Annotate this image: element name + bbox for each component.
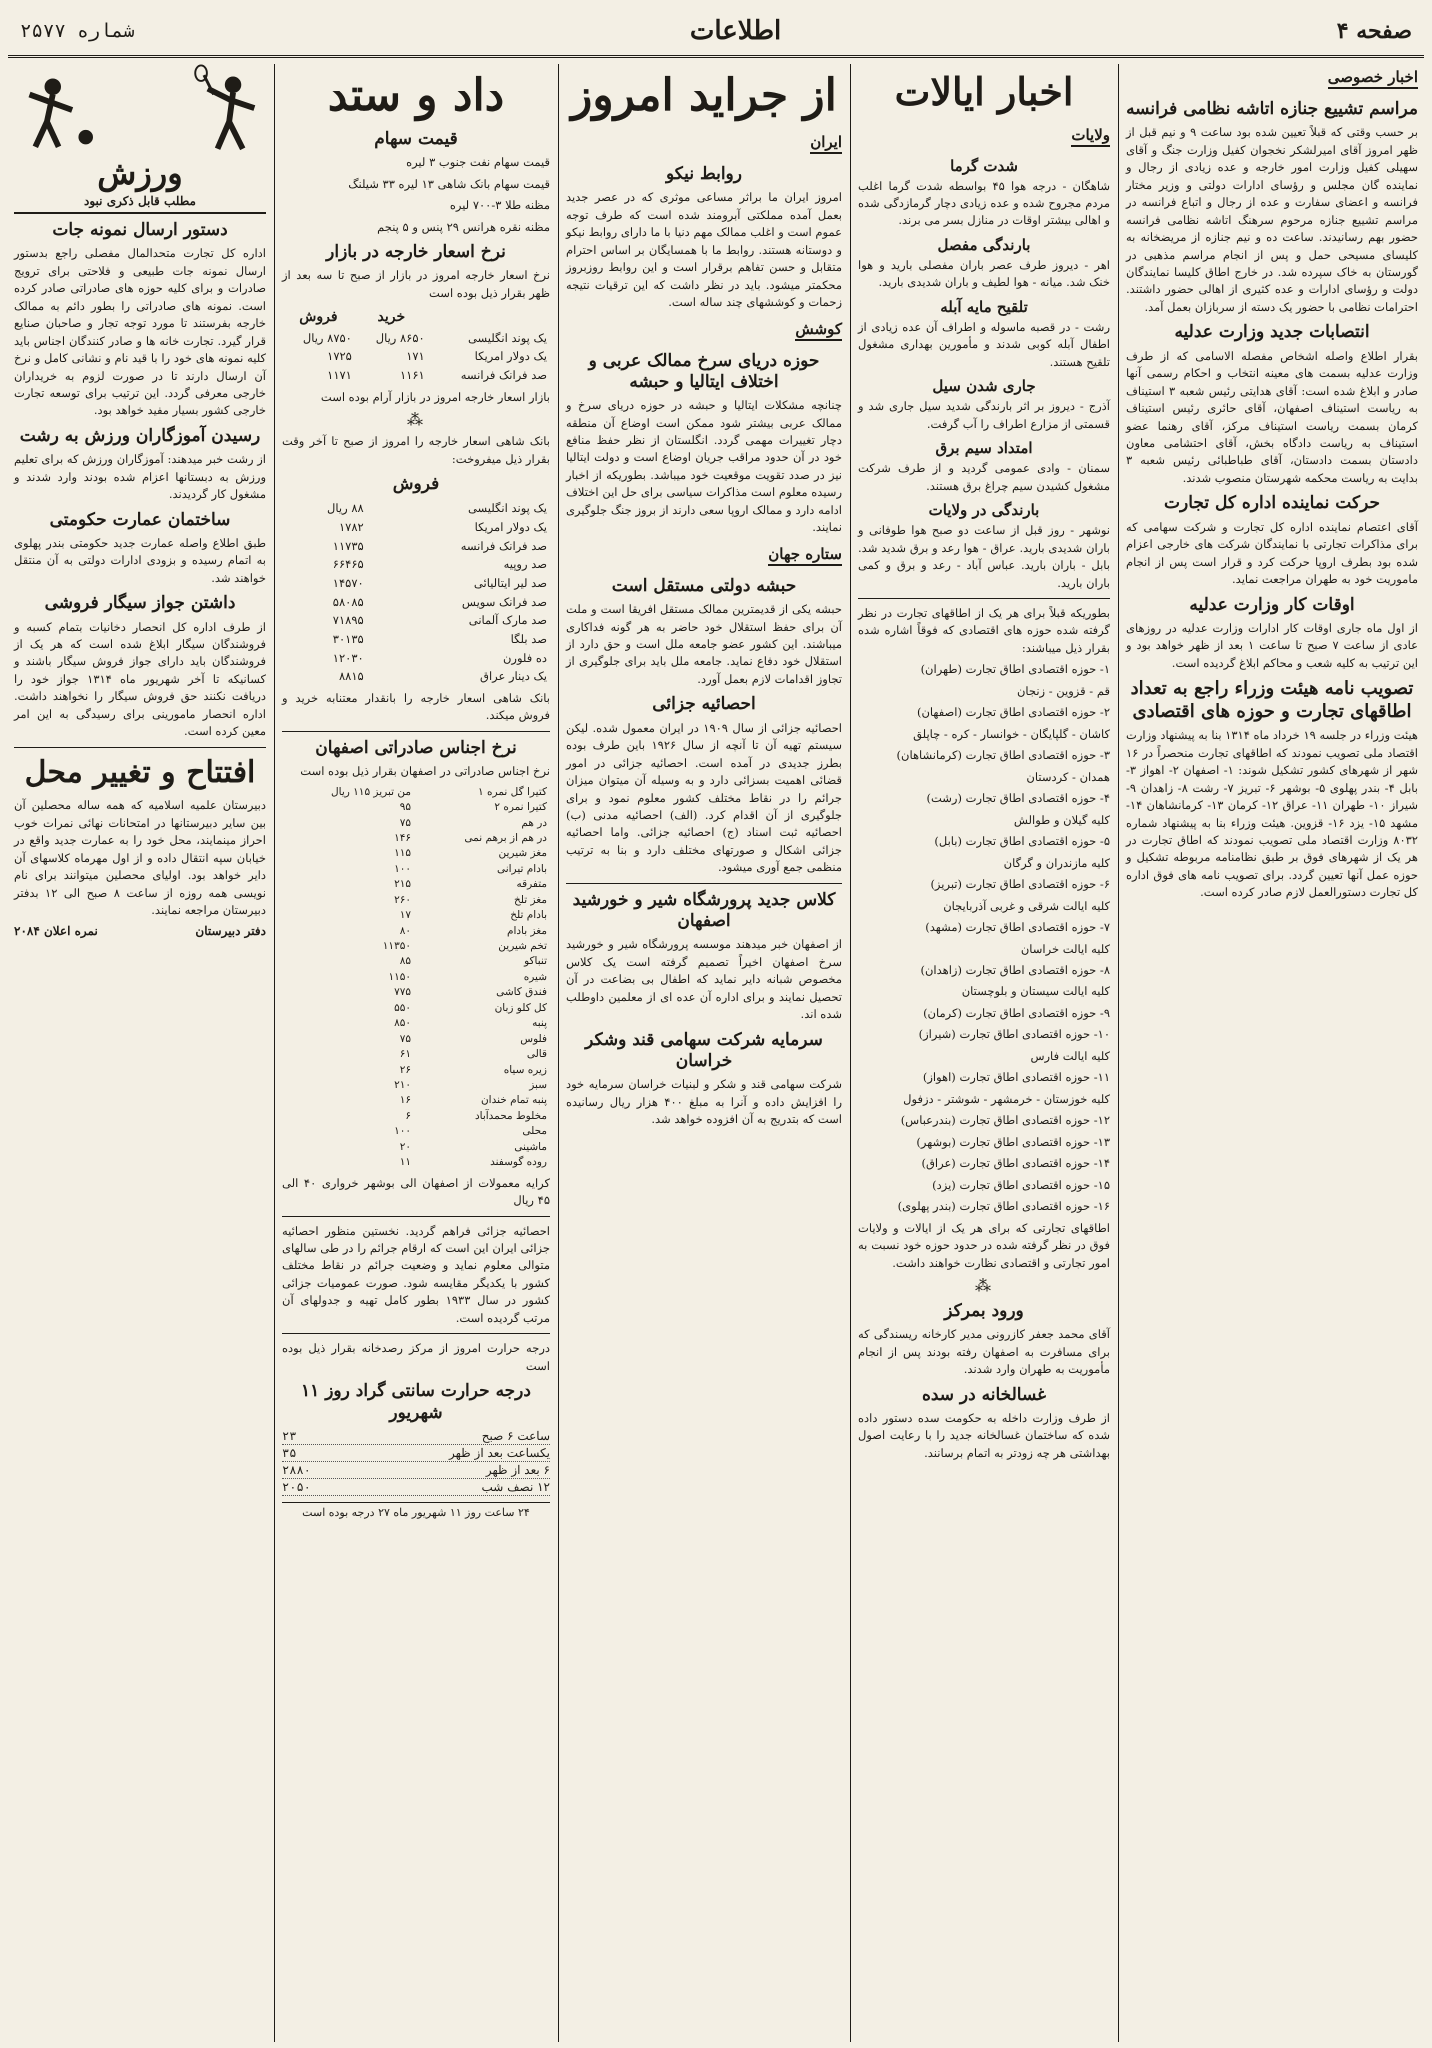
table-row	[282, 1032, 550, 1047]
table-cell: صد فرانک فرانسه	[460, 367, 547, 382]
paper-name: اطلاعات	[689, 15, 782, 46]
table-cell: ۸۵۰	[394, 1017, 411, 1030]
article-title: ورود بمرکز	[944, 1301, 1024, 1321]
list-item: ۴- حوزه اقتصادی اطاق تجارت (رشت)	[926, 791, 1110, 806]
stocks-title: قیمت سهام	[374, 129, 458, 149]
table-cell: ۱۴۶	[394, 831, 411, 844]
table-row	[282, 1155, 550, 1170]
temperature-value: ۳۵	[282, 1445, 297, 1460]
column-rule	[1118, 64, 1119, 2042]
ornament-divider: ⁂	[407, 410, 425, 430]
table-cell: پنبه	[532, 1017, 547, 1030]
ball-icon	[79, 130, 93, 144]
article-title: کلاس جدید پرورشگاه شیر و خورشید اصفهان	[572, 889, 836, 932]
news-item-body: سمنان - وادی عمومی گردید و از طرف شرکت مشغول کشیدن سیم چراغ برق هستند.	[858, 461, 1110, 493]
column-banner: اخبار ایالات	[894, 69, 1074, 114]
column-rule	[558, 64, 559, 2042]
sports-illustration	[14, 64, 266, 156]
table-row	[282, 970, 550, 985]
list-item: کلیه گیلان و طوالش	[1013, 812, 1110, 827]
table-row	[282, 954, 550, 969]
table-cell: ۸۸۱۵	[338, 669, 364, 684]
table-cell: ۶	[405, 1109, 411, 1122]
table-cell: ۱۱۷۳۵	[332, 538, 364, 553]
table-header	[282, 306, 550, 328]
isfahan-freight-note: کرایه معمولات از اصفهان الی بوشهر خرواری ۴۰ الی ۴۵ ریال	[282, 1175, 550, 1208]
table-cell: یک پوند انگلیسی	[467, 501, 547, 516]
table-row	[282, 667, 550, 686]
list-item: ۱۵- حوزه اقتصادی اطاق تجارت (یزد)	[932, 1177, 1110, 1192]
table-cell: ۲۰	[399, 1140, 411, 1153]
table-cell: ۵۸۰۸۵	[332, 594, 364, 609]
table-cell: مغز شیرین	[498, 847, 547, 860]
column-trade	[276, 64, 556, 2042]
divider	[282, 1333, 550, 1334]
table-cell: بادام تیرانی	[496, 862, 547, 875]
table-row	[282, 1462, 550, 1479]
list-item: ۱۲- حوزه اقتصادی اطاق تجارت (بندرعباس)	[900, 1113, 1110, 1128]
temperature-value: ۲۰۵۰	[282, 1479, 311, 1494]
table-row	[282, 877, 550, 892]
article-body: از طرف وزارت داخله به حکومت سده دستور داده شده که ساختمان غسالخانه جدید را با رعایت اصول بهداشتی هر چه زودتر به اتمام برسانند.	[858, 1410, 1110, 1460]
table-cell: مغز بادام	[506, 924, 547, 937]
table-row	[282, 366, 550, 385]
table-cell: ۱۷	[399, 909, 411, 922]
table-row	[282, 924, 550, 939]
article-body: آقای محمد جعفر کازرونی مدیر کارخانه ریسندگی که برای مسافرت به اصفهان رفته بودند پس از انجام مأموریت به طهران وارد شدند.	[858, 1327, 1110, 1377]
fx-footnote: بازار اسعار خارجه امروز در بازار آرام بوده است	[320, 389, 550, 404]
ad-body: دبیرستان علمیه اسلامیه که همه ساله محصلین آن بین سایر دبیرستانها در امتحانات نهائی نمرات خوب احراز مینمایند، محل خود را به عمارت جدید واقع در خیابان سپه انتقال داده و از اول مهرماه کلاسهای آن دایر خواهد بود. اولیای محصلین میتوانند برای نام نویسی همه روزه از ساعت ۸ صبح الی ۱۲ بدفتر دبیرستان مراجعه نمایند.	[14, 798, 266, 918]
article-title: احصائیه جزائی	[652, 694, 756, 715]
table-cell: ۸۷۵۰ ریال	[302, 330, 352, 345]
table-cell: تنباکو	[524, 955, 547, 968]
fx-note: نرخ اسعار خارجه امروز در بازار از صبح تا سه بعد از ظهر بقرار ذیل بوده است	[282, 268, 550, 300]
temperature-table	[282, 1428, 550, 1496]
table-cell: در هم از برهم نمی	[464, 831, 547, 844]
table-cell: ۱۷۸۲	[338, 519, 364, 534]
list-item: کلیه ایالت شرقی و غربی آذربایجان	[943, 898, 1110, 913]
table-row	[282, 518, 550, 537]
masthead-bar	[8, 6, 1424, 58]
temperature-title: درجه حرارت سانتی گراد روز ۱۱ شهریور	[301, 1381, 531, 1423]
temperature-value: ۲۳	[282, 1428, 297, 1443]
stock-line: مظنه نقره هرانس ۲۹ پنس و ۵ پنجم	[377, 219, 550, 234]
list-item: ۶- حوزه اقتصادی اطاق تجارت (تبریز)	[930, 877, 1110, 892]
fx-sell-header: فروش	[392, 474, 440, 495]
article-body: طبق اطلاع واصله عمارت جدید حکومتی بندر پهلوی به اتمام رسیده و بزودی ادارات دولتی به آن منتقل خواهند شد.	[14, 535, 266, 585]
table-cell: ۱۶	[399, 1094, 411, 1107]
statistics-text: احصائیه جزائی فراهم گردید. نخستین منظور احصائیه جزائی ایران این است که ارقام جرائم را در طی سالهای متوالی معلوم نماید و وضعیت جرائم در نقاط مختلف کشور با یکدیگر مقایسه شود. صورت عمومیات جزائی کشور در سال ۱۹۳۳ بطور کامل تهیه و جدولهای آن مرتب گردیده است.	[282, 1223, 550, 1325]
fx-footnote: بانک شاهی اسعار خارجه را بانقدار معتنابه خرید و فروش میکند.	[282, 691, 550, 723]
news-item-title: بارندگی مفصل	[937, 235, 1031, 254]
table-cell: مغز تلخ	[514, 893, 547, 906]
article-title: اوقات کار وزارت عدلیه	[1189, 594, 1355, 615]
table-cell: ۱۰۰	[394, 1125, 411, 1138]
table-cell: ۲۶	[399, 1063, 411, 1076]
article-body: شرکت سهامی قند و شکر و لبنیات خراسان سرمایه خود را افزایش داده و آنرا به مبلغ ۴۰۰ هزار ریال رسانیده است که بتدریج به آن افزوده خواهد شد.	[566, 1077, 842, 1127]
article-title: انتصابات جدید وزارت عدلیه	[1174, 322, 1370, 343]
sports-title: ورزش	[97, 154, 183, 192]
table-cell: یک پوند انگلیسی	[467, 330, 547, 345]
table-cell: ۶۶۴۶۵	[332, 557, 364, 572]
table-row	[282, 862, 550, 877]
news-item-title: بارندگی در ولایات	[928, 501, 1040, 520]
temperature-time: ۶ بعد از ظهر	[485, 1462, 550, 1477]
table-row	[282, 1479, 550, 1496]
article-body: از اول ماه جاری اوقات کار ادارات وزارت عدلیه در روزهای عادی از ساعت ۷ صبح تا ساعت ۱ بعد از ظهر خواهد بود و این ترتیب به کلیه شعب و محاکم ابلاغ گردیده است.	[1126, 620, 1418, 670]
list-item: کلیه ایالت فارس	[1030, 1048, 1110, 1063]
table-row	[282, 1001, 550, 1016]
table-row	[282, 985, 550, 1000]
table-cell: ۸۰	[399, 924, 411, 937]
temperature-time: ۱۲ نصف شب	[481, 1479, 550, 1494]
table-cell: محلی	[522, 1125, 547, 1138]
article-body: چنانچه مشکلات ایتالیا و حبشه در حوزه دریای سرخ و ممالک عربی بیشتر شود ممکن است اوضاع آن منطقه دچار تغییرات مهمی گردد. انگلستان از نظر حفظ منافع خود در آن حدود مراقب جریان اوضاع است و دولت ایتالیا نیز در صدد تقویت موقعیت خود میباشد. بطوریکه از اخبار رسیده معلوم است مذاکرات سیاسی برای حل این اختلاف ادامه دارد و ممالک اروپا سعی دارند از بروز جنگ جلوگیری نمایند.	[566, 398, 842, 535]
table-row	[282, 1428, 550, 1445]
table-cell: ۷۵	[399, 1032, 411, 1045]
table-row	[282, 649, 550, 668]
chambers-outro: اطاقهای تجارتی که برای هر یک از ایالات و ولایات فوق در نظر گرفته شده در حدود حوزه خود نسبت به امور تجارتی و اقتصادی نظارت خواهند داشت.	[858, 1220, 1110, 1270]
table-cell: ۷۷۵	[394, 986, 411, 999]
table-cell: ۲۱۵	[394, 878, 411, 891]
temperature-time: یکساعت بعد از ظهر	[449, 1445, 550, 1460]
news-item-title: شدت گرما	[950, 156, 1018, 175]
table-row	[282, 1093, 550, 1108]
table-cell: زیره سیاه	[503, 1063, 547, 1076]
table-row	[282, 630, 550, 649]
table-row	[282, 574, 550, 593]
table-cell: ۱۱۵۰	[388, 970, 411, 983]
list-item: ۱- حوزه اقتصادی اطاق تجارت (طهران)	[920, 662, 1110, 677]
fx-note: بانک شاهی اسعار خارجه را امروز از صبح تا آخر وقت بقرار ذیل میفروخت:	[282, 434, 550, 466]
table-cell: ۶۱	[399, 1048, 411, 1061]
table-cell: سبز	[529, 1078, 547, 1091]
list-item: کلیه خوزستان - خرمشهر - شوشتر - دزفول	[903, 1091, 1110, 1106]
table-cell: ۱۷۲۵	[327, 349, 352, 364]
player-head	[225, 77, 241, 93]
table-cell: صد فرانک فرانسه	[460, 538, 547, 553]
list-item: ۱۰- حوزه اقتصادی اطاق تجارت (شیراز)	[918, 1027, 1110, 1042]
news-item-body: نوشهر - روز قبل از ساعت دو صبح هوا طوفانی و باران شدیدی بارید. عراق - هوا رعد و برق شدید شد. بابل - باران بارید. عباس آباد - رعد و برق و کمی باران بارید.	[858, 523, 1110, 590]
table-cell: ۲۶۰	[394, 893, 411, 906]
article-body: از رشت خبر میدهند: آموزگاران ورزش که برای تعلیم ورزش به دبستانها اعزام شده بودند وارد شدند و مشغول کار گردیدند.	[14, 452, 266, 502]
temperature-time: ساعت ۶ صبح	[481, 1428, 550, 1443]
temperature-intro: درجه حرارت امروز از مرکز رصدخانه بقرار ذیل بوده است	[282, 1341, 550, 1373]
list-item: قم - قزوین - زنجان	[1016, 683, 1110, 698]
article-body: از اصفهان خبر میدهند موسسه پرورشگاه شیر و خورشید سرخ اصفهان اخیراً تصمیم گرفته است یک کلاس مخصوص شبانه دایر نماید که اطفال بی بضاعت در آن تحصیل نمایند و برای اداره آن عده ای از معلمین داوطلب شده اند.	[566, 937, 842, 1022]
table-cell: فندق کاشی	[496, 986, 547, 999]
table-cell: ۱۱	[399, 1156, 411, 1169]
sports-note: مطلب قابل ذکری نبود	[14, 194, 266, 214]
list-item: ۷- حوزه اقتصادی اطاق تجارت (مشهد)	[925, 920, 1110, 935]
column-rule	[850, 64, 851, 2042]
table-cell: متفرقه	[516, 878, 547, 891]
table-cell: یک دینار عراق	[480, 669, 547, 684]
table-cell: من تبریز ۱۱۵ ریال	[331, 785, 411, 798]
stock-line: قیمت سهام بانک شاهی ۱۳ لیره ۳۳ شیلنگ	[348, 176, 550, 191]
player-figure	[208, 89, 255, 149]
table-row	[282, 908, 550, 923]
article-title: روابط نیکو	[666, 164, 742, 184]
article-body: امروز ایران ما براثر مساعی موثری که در عصر جدید بعمل آمده مملکتی آبرومند شده است که طرف توجه عموم است و اغلب ممالک مهم دنیا با ما دارای روابط نیکو و دوستانه هستند. روابط ما با همسایگان بر اساس احترام متقابل و حسن تفاهم برقرار است و این روابط روزبروز محکمتر میشود. باید در نظر داشت که این ترقیات نتیجه زحمات و کوششهای چند ساله است.	[566, 190, 842, 310]
table-cell: روده گوسفند	[490, 1156, 547, 1169]
article-title: غسالخانه در سده	[921, 1384, 1047, 1405]
section-label: ستاره جهان	[768, 545, 842, 566]
column-banner: از جراید امروز	[571, 70, 837, 121]
table-cell: ۷۵	[399, 816, 411, 829]
ad-number: نمره اعلان ۲۰۸۴	[14, 923, 98, 938]
column-provinces	[852, 64, 1116, 2042]
column-sports	[8, 64, 272, 2042]
ad-title: افتتاح و تغییر محل	[24, 754, 256, 790]
article-title: تصویب نامه هیئت وزراء راجع به تعداد اطاقهای تجارت و حوزه های اقتصادی	[1130, 678, 1414, 722]
table-cell: ۱۱۵	[394, 847, 411, 860]
newspaper-page	[8, 6, 1424, 2042]
table-cell: یک دولار امریکا	[474, 519, 547, 534]
divider	[282, 731, 550, 732]
table-cell: ۱۴۵۷۰	[332, 575, 364, 590]
section-label: ولایات	[1071, 126, 1110, 147]
article-body: هیئت وزراء در جلسه ۱۹ خرداد ماه ۱۳۱۴ بنا به پیشنهاد وزارت اقتصاد ملی تصویب نمودند که اطاقهای تجارت منحصراً در ۱۶ شهر از شهرهای کشور تشکیل شوند: ۱- اصفهان ۲- اهواز ۳- بابل ۴- بندر پهلوی ۵- بوشهر ۶- تبریز ۷- رشت ۸- زاهدان ۹- شیراز ۱۰- طهران ۱۱- عراق ۱۲- کرمان ۱۳- کرمانشاهان ۱۴- مشهد ۱۵- یزد ۱۶- قزوین. هیئت وزراء بنا به پیشنهاد شماره ۸۰۳۲ وزارت اقتصاد ملی تصویب نمودند که اطاق تجارت در هر یک از شهرهای فوق بر طبق نظامنامه مربوطه تشکیل و حوزه عمل آنها تعیین گردد. برای تصویب نامه های فوق اداره کل تجارت دستورالعمل لازم صادر کرده است.	[1126, 728, 1418, 900]
list-item: کاشان - گلپایگان - خوانسار - کره - چاپلق	[913, 726, 1110, 741]
article-title: سرمایه شرکت سهامی قند وشکر خراسان	[585, 1029, 823, 1071]
table-row	[282, 1078, 550, 1093]
list-item: ۸- حوزه اقتصادی اطاق تجارت (زاهدان)	[920, 962, 1110, 977]
temperature-footnote: ۲۴ ساعت روز ۱۱ شهریور ماه ۲۷ درجه بوده است	[282, 1502, 550, 1519]
table-header-cell	[428, 306, 550, 328]
table-cell: پنبه تمام خندان	[480, 1094, 547, 1107]
ad-signature: دفتر دبیرستان	[195, 923, 266, 938]
news-item-body: آذرج - دیروز بر اثر بارندگی شدید سیل جاری شد و قسمتی از مزارع اطراف را آب گرفت.	[858, 399, 1110, 431]
table-cell: صد روپیه	[503, 557, 547, 572]
table-row	[282, 611, 550, 630]
news-item-body: اهر - دیروز طرف عصر باران مفصلی بارید و هوا خنک شد. میانه - هوا لطیف و باران شدیدی بارید.	[858, 257, 1110, 290]
article-title: مراسم تشییع جنازه اتاشه نظامی فرانسه	[1126, 99, 1418, 119]
isfahan-prices-title: نرخ اجناس صادراتی اصفهان	[315, 737, 517, 758]
player-figure	[30, 94, 73, 146]
table-row	[282, 1140, 550, 1155]
table-cell: قالی	[526, 1048, 547, 1061]
table-cell: کل کلو زبان	[494, 1001, 547, 1014]
article-body: آقای اعتصام نماینده اداره کل تجارت و شرکت سهامی که برای مذاکرات تجارتی با نمایندگان شرکت های خارجی اعزام شده بود بطرف اروپا حرکت کرد و قرار است پس از انجام ماموریت خود به طهران مراجعت نماید.	[1126, 519, 1418, 587]
table-row	[282, 537, 550, 556]
table-cell: ۳۰۱۳۵	[332, 631, 364, 646]
table-cell: ۱۷۱	[406, 349, 425, 364]
stock-line: قیمت سهام نفت جنوب ۳ لیره	[406, 155, 550, 170]
page-number: صفحه ۴	[1336, 17, 1412, 44]
table-row	[282, 499, 550, 518]
table-header-cell: فروش	[299, 309, 338, 326]
column-press-review	[560, 64, 848, 2042]
table-row	[282, 1016, 550, 1031]
table-cell: ۵۵۰	[394, 1001, 411, 1014]
table-row	[282, 329, 550, 348]
columns	[8, 64, 1424, 2042]
article-body: حبشه یکی از قدیمترین ممالک مستقل افریقا است و ملت آن برای حفظ استقلال خود حاضر به هر گونه فداکاری میباشند. این کشور عضو جامعه ملل است و حق دارد از استقلال خود دفاع نماید. جامعه ملل باید برای جلوگیری از تجاوز اقدامات لازم بعمل آورد.	[566, 602, 842, 686]
fx-title: نرخ اسعار خارجه در بازار	[326, 242, 506, 263]
table-cell: صد فرانک سویس	[461, 594, 547, 609]
table-row	[282, 1047, 550, 1062]
table-cell: کتیرا گل نمره ۱	[478, 785, 547, 798]
issue-number: شماره ۲۵۷۷	[20, 19, 135, 42]
temperature-value: ۲۸۸۰	[282, 1462, 311, 1477]
table-row	[282, 893, 550, 908]
news-item-body: شاهگان - درجه هوا ۴۵ بواسطه شدت گرما اغلب مردم مجروح شده و عده زیادی دچار گرمازدگی شده و اهالی بیشتر اوقات در منازل بسر می برند.	[858, 178, 1110, 228]
isfahan-prices-note: نرخ اجناس صادراتی در اصفهان بقرار ذیل بوده است	[300, 764, 550, 779]
article-title: حوزه دریای سرخ ممالک عربی و اختلاف ایتالیا و حبشه	[588, 350, 820, 392]
divider	[858, 598, 1110, 599]
table-cell: صد بلگا	[510, 631, 547, 646]
article-body: اداره کل تجارت متحدالمال مفصلی راجع بدستور ارسال نمونه جات طبیعی و فلاحتی برای ترویج صادرات و برای کلیه حوزه های صادراتی صادر کرده است. نمونه های صادراتی را بطور دائم به ممالک خارجه بفرستند تا مورد توجه تجار و صاحبان صنایع قرار گیرد. تجارت خانه ها و صادر کنندگان اجناس باید کلیه نمونه های خود را با قید نام و نشانی کامل و نرخ آن ارسال دارند تا در صورت لزوم به خریداران خارجی معرفی گردد. این ترتیب برای توسعه تجارت خارجی کشور بسیار مفید خواهد بود.	[14, 246, 266, 418]
chambers-list	[858, 661, 1110, 1215]
isfahan-prices-table	[282, 785, 550, 1171]
fx-table-bank	[282, 499, 550, 686]
article-title: ساختمان عمارت حکومتی	[49, 509, 231, 530]
table-row	[282, 816, 550, 831]
fx-table-market	[282, 306, 550, 384]
article-body: بر حسب وقتی که قبلاً تعیین شده بود ساعت ۹ و نیم قبل از ظهر امروز آقای امیرلشکر نخجوان کفیل وزارت جنگ و آقای سهیلی کفیل وزارت امور خارجه و عده زیادی از رجال و نماینده گان مجلس و رؤسای ادارات دولتی و وزیر مختار فرانسه و اعضای سفارت و عده از رجال و اتباع فرانسه در مراسم تشییع جنازه مرحوم سرهنگ اتاشه نظامی فرانسه حضور بهم رسانیدند. ساعت ده و نیم جنازه از مریضخانه به کلیسای مسیحی حمل و پس از انجام مراسم مذهبی در گورستان به خاک سپرده شد. در خارج اطاق کلیسا نمایندگان دولت و رؤسای ادارات و عده کثیری از اهالی حضور داشتند. احترامات نظامی با حضور یک دسته از سربازان بعمل آمد.	[1126, 125, 1418, 314]
table-row	[282, 1124, 550, 1139]
table-row	[282, 939, 550, 954]
table-cell: ۱۰۰	[394, 862, 411, 875]
article-body: بقرار اطلاع واصله اشخاص مفصله الاسامی که از طرف وزارت عدلیه بسمت های معینه انتخاب و احکام رسمی آنها صادر و ابلاغ شده است: آقای هدایتی رئیس شعبه ۳ استیناف به ریاست استیناف اصفهان، آقای حائری رئیس استیناف کرمان بسمت ریاست استیناف مرکز، آقای رهنما عضو استیناف به ریاست دادگاه بخش، آقای احتشامی معاون دادستان بسمت دادستان، آقای طباطبائی رئیس شعبه ۳ بدایت به ریاست محکمه شهرستان منصوب شدند.	[1126, 348, 1418, 485]
table-cell: ماشینی	[514, 1140, 547, 1153]
article-title: داشتن جواز سیگار فروشی	[44, 593, 236, 614]
table-cell: ۱۱۳۵۰	[382, 940, 411, 953]
divider	[282, 1216, 550, 1217]
news-item-body: رشت - در قصبه ماسوله و اطراف آن عده زیادی از اطفال آبله کوبی شدند و مأمورین بهداری مشغول تلقیح هستند.	[858, 319, 1110, 369]
table-row	[282, 555, 550, 574]
column-private-news	[1120, 64, 1424, 2042]
list-item: ۹- حوزه اقتصادی اطاق تجارت (کرمان)	[923, 1005, 1110, 1020]
list-item: ۵- حوزه اقتصادی اطاق تجارت (بابل)	[934, 834, 1110, 849]
list-item: ۲- حوزه اقتصادی اطاق تجارت (اصفهان)	[916, 705, 1110, 720]
table-row	[282, 785, 550, 800]
table-cell: یک دولار امریکا	[474, 349, 547, 364]
table-cell: ۹۵	[399, 801, 411, 814]
news-item-title: تلقیح مایه آبله	[940, 297, 1028, 316]
list-item: ۳- حوزه اقتصادی اطاق تجارت (کرمانشاهان)	[896, 748, 1110, 763]
table-cell: در هم	[521, 816, 547, 829]
table-row	[282, 593, 550, 612]
table-row	[282, 800, 550, 815]
table-cell: ۱۱۷۱	[327, 367, 352, 382]
list-item: کلیه ایالت خراسان	[1020, 941, 1110, 956]
table-row	[282, 1063, 550, 1078]
table-row	[282, 831, 550, 846]
list-item: ۱۶- حوزه اقتصادی اطاق تجارت (بندر پهلوی)	[897, 1199, 1110, 1214]
article-title: حرکت نماینده اداره کل تجارت	[1164, 493, 1380, 514]
table-cell: مخلوط محمدآباد	[474, 1109, 547, 1122]
table-cell: ۸۵	[399, 955, 411, 968]
table-row	[282, 347, 550, 366]
player-head	[45, 79, 61, 95]
news-item-title: امتداد سیم برق	[935, 439, 1033, 458]
list-item: ۱۴- حوزه اقتصادی اطاق تجارت (عراق)	[921, 1156, 1110, 1171]
table-cell: ۸۸ ریال	[327, 501, 364, 516]
article-title: دستور ارسال نمونه جات	[52, 220, 228, 240]
ad-footer	[14, 924, 266, 938]
table-header-cell: خرید	[377, 309, 406, 326]
table-cell: ۷۱۸۹۵	[332, 613, 364, 628]
article-title: حبشه دولتی مستقل است	[611, 575, 797, 596]
stock-line: مظنه طلا ۳-۷۰۰ لیره	[449, 198, 550, 213]
section-label: کوشش	[795, 320, 842, 341]
racket-head-icon	[195, 65, 207, 81]
table-cell: ده فلورن	[502, 650, 547, 665]
column-rule	[274, 64, 275, 2042]
ornament-divider: ⁂	[975, 1276, 993, 1295]
list-item: همدان - کردستان	[1026, 769, 1110, 784]
divider	[14, 747, 266, 748]
table-cell: ۸۶۵۰ ریال	[375, 330, 425, 345]
table-cell: کتیرا نمره ۲	[494, 801, 547, 814]
article-title: رسیدن آموزگاران ورزش به رشت	[19, 425, 261, 446]
section-label: اخبار خصوصی	[1328, 68, 1418, 89]
article-body: از طرف اداره کل انحصار دخانیات بتمام کسبه و فروشندگان سیگار ابلاغ شده است که هر یک از فروشندگان باید دارای جواز فروش سیگار باشند و کسانیکه تا آخر شهریور ماه ۱۳۱۴ جواز خود را دریافت نکنند حق فروش سیگار را نخواهند داشت. اداره انحصار مامورینی برای رسیدگی به این امر معین کرده است.	[14, 619, 266, 739]
table-cell: فلوس	[520, 1032, 547, 1045]
table-cell: صد لیر ایتالیائی	[473, 575, 547, 590]
list-item: کلیه مازندران و گرگان	[1003, 855, 1110, 870]
table-cell: ۱۲۰۳۰	[332, 650, 364, 665]
article-body: احصائیه جزائی از سال ۱۹۰۹ در ایران معمول شده. لیکن سیستم تهیه آن تا آنچه از سال ۱۹۲۶ باین طرف بوده بطرز جدیدی در آمده است. احصائیه جزائی در امور قضائی اهمیت بسزائی دارد و به وسیله آن میتوان میزان جرائم را در نقاط مختلف کشور معلوم نمود و برای جلوگیری از آن اقدام کرد. (الف) احصائیه مدنی (ب) احصائیه ثبت اسناد (ج) احصائیه جزائی. واما احصائیه جزائی اشکال و صورتهای مختلف دارد و بنا به ترتیب منظمی جمع آوری میشود.	[566, 720, 843, 875]
table-row	[282, 846, 550, 861]
list-item: ۱۱- حوزه اقتصادی اطاق تجارت (اهواز)	[922, 1070, 1110, 1085]
table-cell: صد مارک آلمانی	[468, 613, 547, 628]
section-label: ایران	[810, 133, 842, 154]
list-item: ۱۳- حوزه اقتصادی اطاق تجارت (بوشهر)	[916, 1134, 1110, 1149]
list-item: کلیه ایالت سیستان و بلوچستان	[961, 984, 1110, 999]
column-banner: داد و ستد	[327, 70, 505, 121]
table-cell: ۲۱۰	[394, 1078, 411, 1091]
divider	[566, 883, 842, 884]
table-cell: بادام تلخ	[510, 909, 547, 922]
table-cell: تخم شیرین	[498, 940, 547, 953]
news-item-title: جاری شدن سیل	[932, 377, 1036, 396]
table-row	[282, 1109, 550, 1124]
table-row	[282, 1445, 550, 1462]
table-cell: شیره	[523, 970, 547, 983]
chambers-intro: بطوریکه قبلاً برای هر یک از اطاقهای تجارت در نظر گرفته شده حوزه های اقتصادی که فوقاً اشاره شده بقرار ذیل میباشند:	[858, 606, 1110, 655]
table-cell: ۱۱۶۱	[400, 367, 425, 382]
